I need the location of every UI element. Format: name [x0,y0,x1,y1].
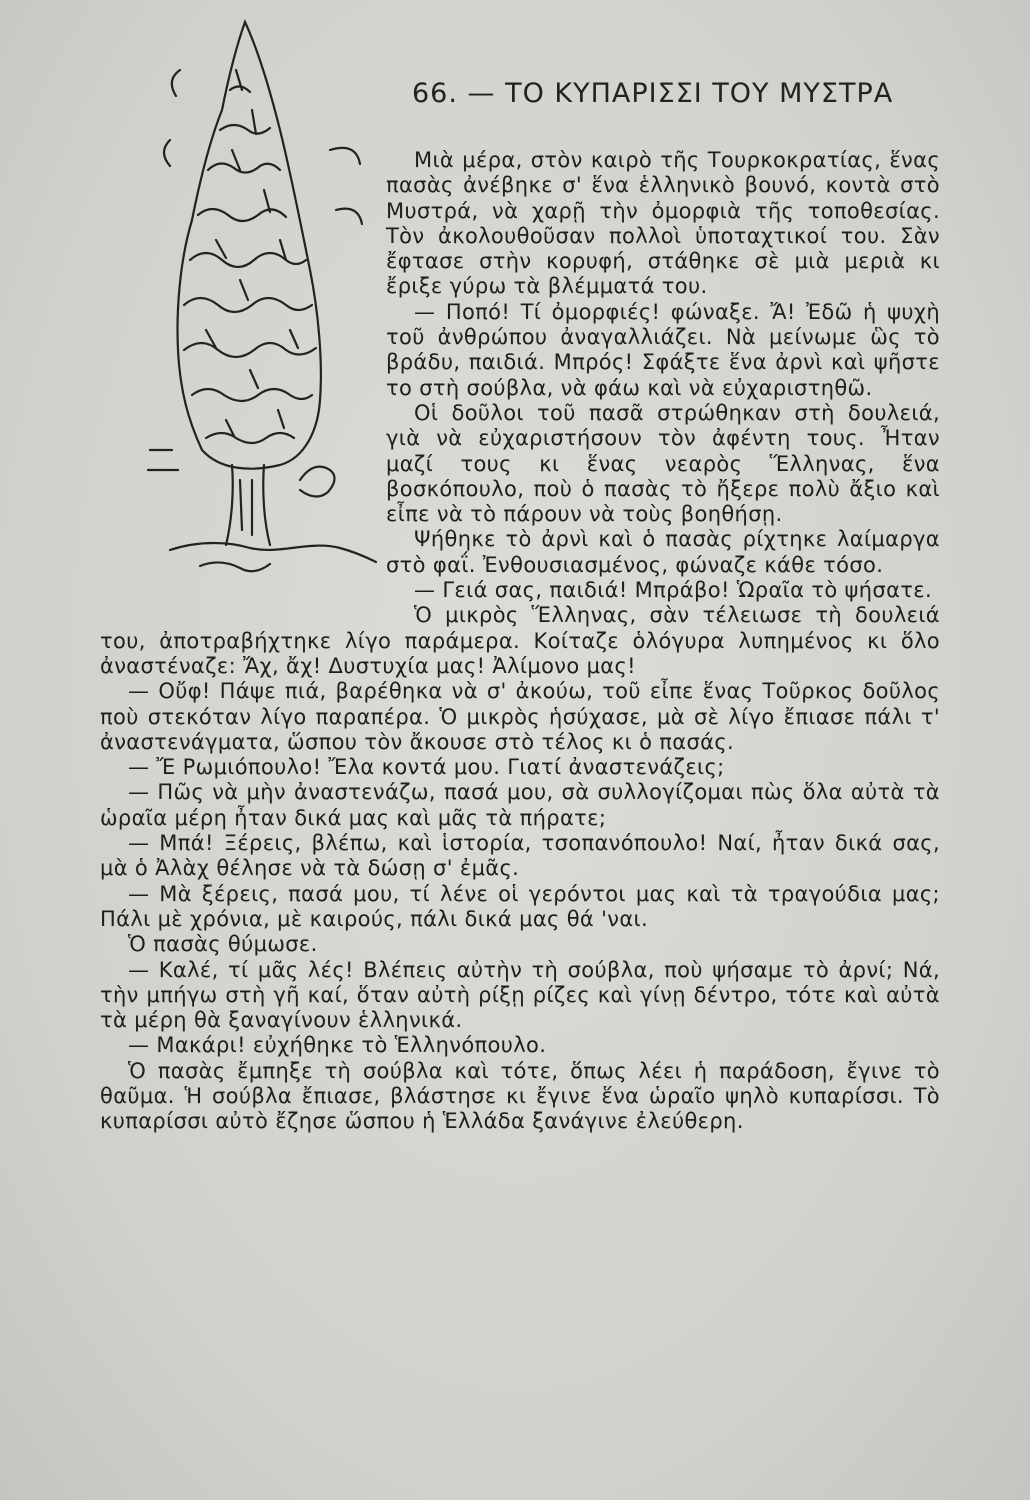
paragraph-1: Μιὰ μέρα, στὸν καιρὸ τῆς Τουρκοκρατίας, ἕνας πασὰς ἀνέβηκε σ' ἕνα ἑλληνικὸ βουνό, κοντὰ στὸ Μυστρά, νὰ χαρῇ τὴν ὀμορφιὰ τῆς τοποθεσίας. Τὸν ἀκολουθοῦσαν πολλοὶ ὑποταχτικοί του. Σὰν ἔφτασε στὴν κορυφή, στάθηκε σὲ μιὰ μεριὰ κι ἔριξε γύρω τὰ βλέμματά του. [386,148,940,299]
paragraph-8: — Ἔ Ρωμιόπουλο! Ἔλα κοντά μου. Γιατί ἀναστενάζεις; [128,755,725,780]
paragraph-6: Ὁ μικρὸς Ἕλληνας, σὰν τέλειωσε τὴ δουλειά του, ἀποτραβήχτηκε λίγο παράμερα. Κοίταζε ὁλόγυρα λυπημένος κι ὅλο ἀναστέναζε: Ἄχ, ἄχ! Δυστυχία μας! Ἀλίμονο μας! [100,603,940,678]
paragraph-7: — Οὔφ! Πάψε πιά, βαρέθηκα νὰ σ' ἀκούω, τοῦ εἶπε ἕνας Τοῦρκος δοῦλος ποὺ στεκόταν λίγο παραπέρα. Ὁ μικρὸς ἡσύχασε, μὰ σὲ λίγο ἔπιασε πάλι τ' ἀναστενάγματα, ὥσπου τὸν ἄκουσε στὸ τέλος κι ὁ πασάς. [100,679,940,754]
paragraph-3: Οἱ δοῦλοι τοῦ πασᾶ στρώθηκαν στὴ δουλειά, γιὰ νὰ εὐχαριστήσουν τὸν ἀφέντη τους. Ἦταν μαζί τους κι ἕνας νεαρὸς Ἕλληνας, ἕνα βοσκόπουλο, ποὺ ὁ πασὰς τὸ ἤξερε πολὺ ἄξιο καὶ εἶπε νὰ τὸ πάρουν νὰ τοὺς βοηθήσῃ. [386,400,940,527]
paragraph-13: — Καλέ, τί μᾶς λές! Βλέπεις αὐτὴν τὴ σούβλα, ποὺ ψήσαμε τὸ ἀρνί; Νά, τὴν μπήγω στὴ γῆ καί, ὅταν αὐτὴ ρίξῃ ρίζες καὶ γίνῃ δέντρο, τότε καὶ αὐτὰ τὰ μέρη θὰ ξαναγίνουν ἑλληνικά. [100,957,940,1033]
paragraph-10: — Μπά! Ξέρεις, βλέπω, καὶ ἱστορία, τσοπανόπουλο! Ναί, ἦταν δικά σας, μὰ ὁ Ἀλὰχ θέλησε νὰ τὰ δώσῃ σ' ἐμᾶς. [100,831,940,881]
paragraph-11: — Μὰ ξέρεις, πασά μου, τί λένε οἱ γερόντοι μας καὶ τὰ τραγούδια μας; Πάλι μὲ χρόνια, μὲ καιρούς, πάλι δικά μας θά 'ναι. [100,881,940,931]
page-title: 66. — ΤΟ ΚΥΠΑΡΙΣΣΙ ΤΟΥ ΜΥΣΤΡΑ [412,78,894,109]
paragraph-4: Ψήθηκε τὸ ἀρνὶ καὶ ὁ πασὰς ρίχτηκε λαίμαργα στὸ φαΐ. Ἐνθουσιασμένος, φώναζε κάθε τόσο. [386,527,940,577]
paragraph-14: — Μακάρι! εὐχήθηκε τὸ Ἑλληνόπουλο. [128,1033,547,1058]
illustration-space [100,148,386,608]
paragraph-2: — Ποπό! Τί ὀμορφιές! φώναξε. Ἄ! Ἐδῶ ἡ ψυχὴ τοῦ ἀνθρώπου ἀναγαλλιάζει. Νὰ μείνωμε ὣς τὸ βράδυ, παιδιά. Μπρός! Σφάξτε ἕνα ἀρνὶ καὶ ψῆστε το στὴ σούβλα, νὰ φάω καὶ νὰ εὐχαριστηθῶ. [386,299,940,400]
paragraph-15: Ὁ πασὰς ἔμπηξε τὴ σούβλα καὶ τότε, ὅπως λέει ἡ παράδοση, ἔγινε τὸ θαῦμα. Ἡ σούβλα ἔπιασε, βλάστησε κι ἔγινε ἕνα ὡραῖο ψηλὸ κυπαρίσσι. Τὸ κυπαρίσσι αὐτὸ ἔζησε ὥσπου ἡ Ἑλλάδα ξανάγινε ἐλεύθερη. [100,1058,940,1134]
paragraph-5: — Γειά σας, παιδιά! Μπράβο! Ὡραῖα τὸ ψήσατε. [414,578,932,603]
story-text [100,148,940,1135]
paragraph-9: — Πῶς νὰ μὴν ἀναστενάζω, πασά μου, σὰ συλλογίζομαι πὼς ὅλα αὐτὰ τὰ ὡραῖα μέρη ἦταν δικά μας καὶ μᾶς τὰ πήρατε; [100,780,940,830]
paragraph-12: Ὁ πασὰς θύμωσε. [128,932,318,957]
